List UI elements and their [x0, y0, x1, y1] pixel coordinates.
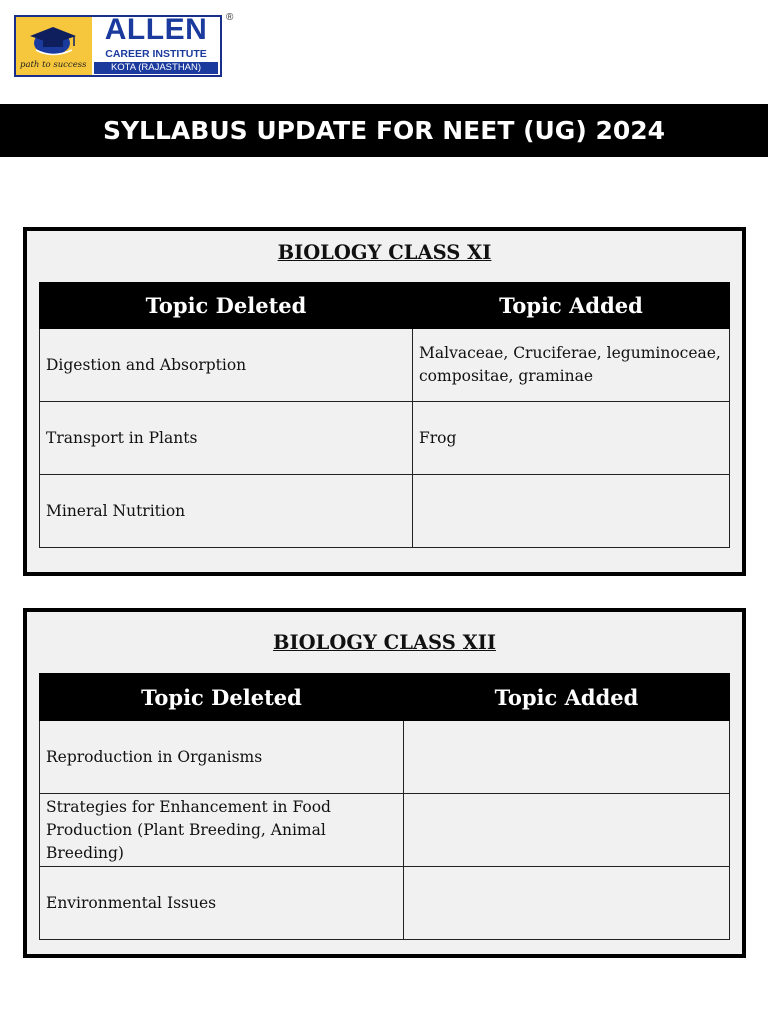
table-row	[40, 721, 730, 794]
topic-deleted-cell: Reproduction in Organisms	[40, 721, 404, 794]
class-xii-panel	[23, 608, 746, 958]
topic-added-cell	[404, 721, 730, 794]
topic-added-cell: Frog	[413, 402, 730, 475]
allen-logo	[14, 15, 222, 77]
logo-location: KOTA (RAJASTHAN)	[94, 62, 218, 74]
topic-added-cell	[413, 475, 730, 548]
column-header-added: Topic Added	[413, 283, 730, 329]
topic-deleted-cell: Environmental Issues	[40, 867, 404, 940]
table-row	[40, 475, 730, 548]
logo-brand-name: ALLEN	[104, 13, 208, 46]
table-row	[40, 794, 730, 867]
column-header-deleted: Topic Deleted	[40, 283, 413, 329]
table-row	[40, 329, 730, 402]
table-header-row	[40, 283, 730, 329]
class-xii-table	[39, 673, 730, 940]
page-title-banner: SYLLABUS UPDATE FOR NEET (UG) 2024	[0, 104, 768, 157]
topic-deleted-cell: Transport in Plants	[40, 402, 413, 475]
class-xi-panel	[23, 227, 746, 576]
logo-tagline: path to success	[20, 60, 87, 70]
class-xii-title: BIOLOGY CLASS XII	[273, 631, 496, 654]
topic-added-cell	[404, 794, 730, 867]
column-header-added: Topic Added	[404, 674, 730, 721]
class-xi-table	[39, 282, 730, 548]
registered-mark: ®	[226, 12, 234, 23]
table-header-row	[40, 674, 730, 721]
topic-added-cell	[404, 867, 730, 940]
table-row	[40, 402, 730, 475]
topic-deleted-cell: Digestion and Absorption	[40, 329, 413, 402]
class-xi-title: BIOLOGY CLASS XI	[277, 241, 492, 264]
column-header-deleted: Topic Deleted	[40, 674, 404, 721]
table-row	[40, 867, 730, 940]
topic-deleted-cell: Mineral Nutrition	[40, 475, 413, 548]
topic-added-cell: Malvaceae, Cruciferae, leguminoceae, compositae, graminae	[413, 329, 730, 402]
graduation-cap-emblem-icon	[16, 17, 92, 75]
topic-deleted-cell: Strategies for Enhancement in Food Production (Plant Breeding, Animal Breeding)	[40, 794, 404, 867]
logo-subtitle: CAREER INSTITUTE	[105, 48, 207, 60]
